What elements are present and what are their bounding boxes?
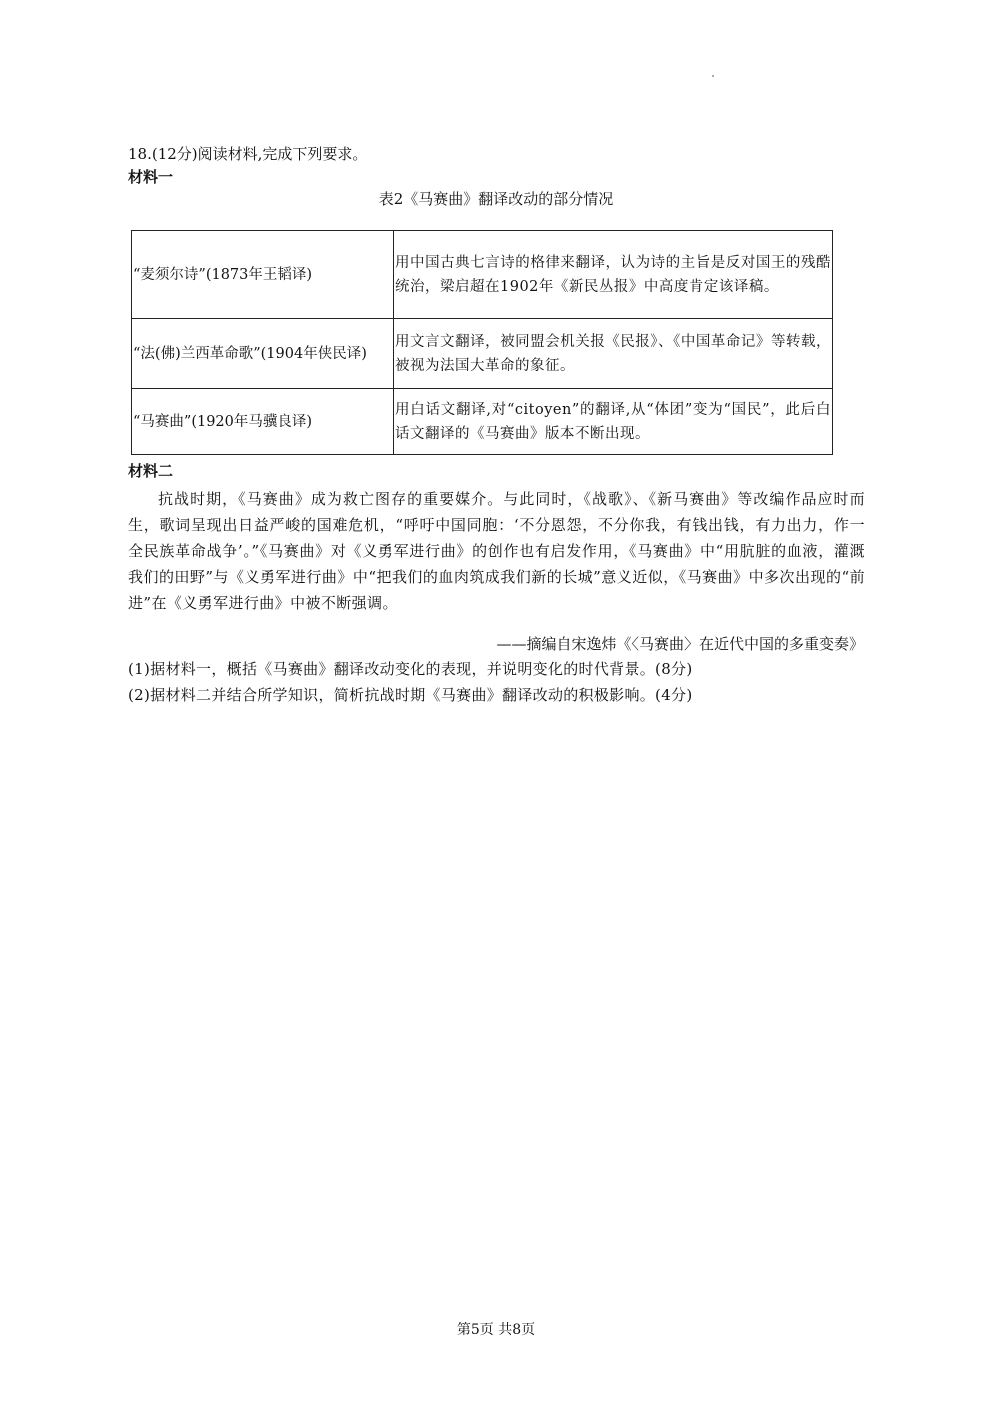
table-row [132, 231, 833, 319]
material2-text: 抗战时期，《马赛曲》成为救亡图存的重要媒介。与此同时，《战歌》、《新马赛曲》等改编作品应时而生，歌词呈现出日益严峻的国难危机，“呼吁中国同胞：‘不分恩怨，不分你我，有钱出钱，有力出力，作一全民族革命战争’。”《马赛曲》对《义勇军进行曲》的创作也有启发作用，《马赛曲》中“用肮脏的血液，灌溉我们的田野”与《义勇军进行曲》中“把我们的血肉筑成我们新的长城”意义近似，《马赛曲》中多次出现的“前进”在《义勇军进行曲》中被不断强调。 [128, 490, 865, 612]
question-2: (2)据材料二并结合所学知识，简析抗战时期《马赛曲》翻译改动的积极影响。(4分) [128, 686, 693, 704]
table-cell-title: “马赛曲”(1920年马骥良译) [132, 389, 394, 455]
material2-paragraph [128, 486, 865, 616]
table-row [132, 319, 833, 389]
question-header: 18.(12分)阅读材料,完成下列要求。 [128, 145, 368, 163]
table-cell-title: “法(佛)兰西革命歌”(1904年侠民译) [132, 319, 394, 389]
material2-label: 材料二 [128, 462, 174, 480]
table-cell-title: “麦须尔诗”(1873年王韬译) [132, 231, 394, 319]
material1-label: 材料一 [128, 168, 174, 186]
page-footer: 第5页 共8页 [456, 1322, 536, 1338]
question-1: (1)据材料一，概括《马赛曲》翻译改动变化的表现，并说明变化的时代背景。(8分) [128, 660, 693, 678]
material2-source: ——摘编自宋逸炜《〈马赛曲〉在近代中国的多重变奏》 [496, 635, 864, 653]
table-row [132, 389, 833, 455]
table-cell-desc: 用白话文翻译,对“citoyen”的翻译,从“体团”变为“国民”，此后白话文翻译的《马赛曲》版本不断出现。 [394, 389, 833, 455]
table-caption: 表2《马赛曲》翻译改动的部分情况 [378, 190, 614, 208]
translation-table [131, 230, 833, 455]
table-cell-desc: 用中国古典七言诗的格律来翻译，认为诗的主旨是反对国王的残酷统治，梁启超在1902年《新民丛报》中高度肯定该译稿。 [394, 231, 833, 319]
table-cell-desc: 用文言文翻译，被同盟会机关报《民报》、《中国革命记》等转载，被视为法国大革命的象征。 [394, 319, 833, 389]
speck-mark [712, 75, 714, 77]
